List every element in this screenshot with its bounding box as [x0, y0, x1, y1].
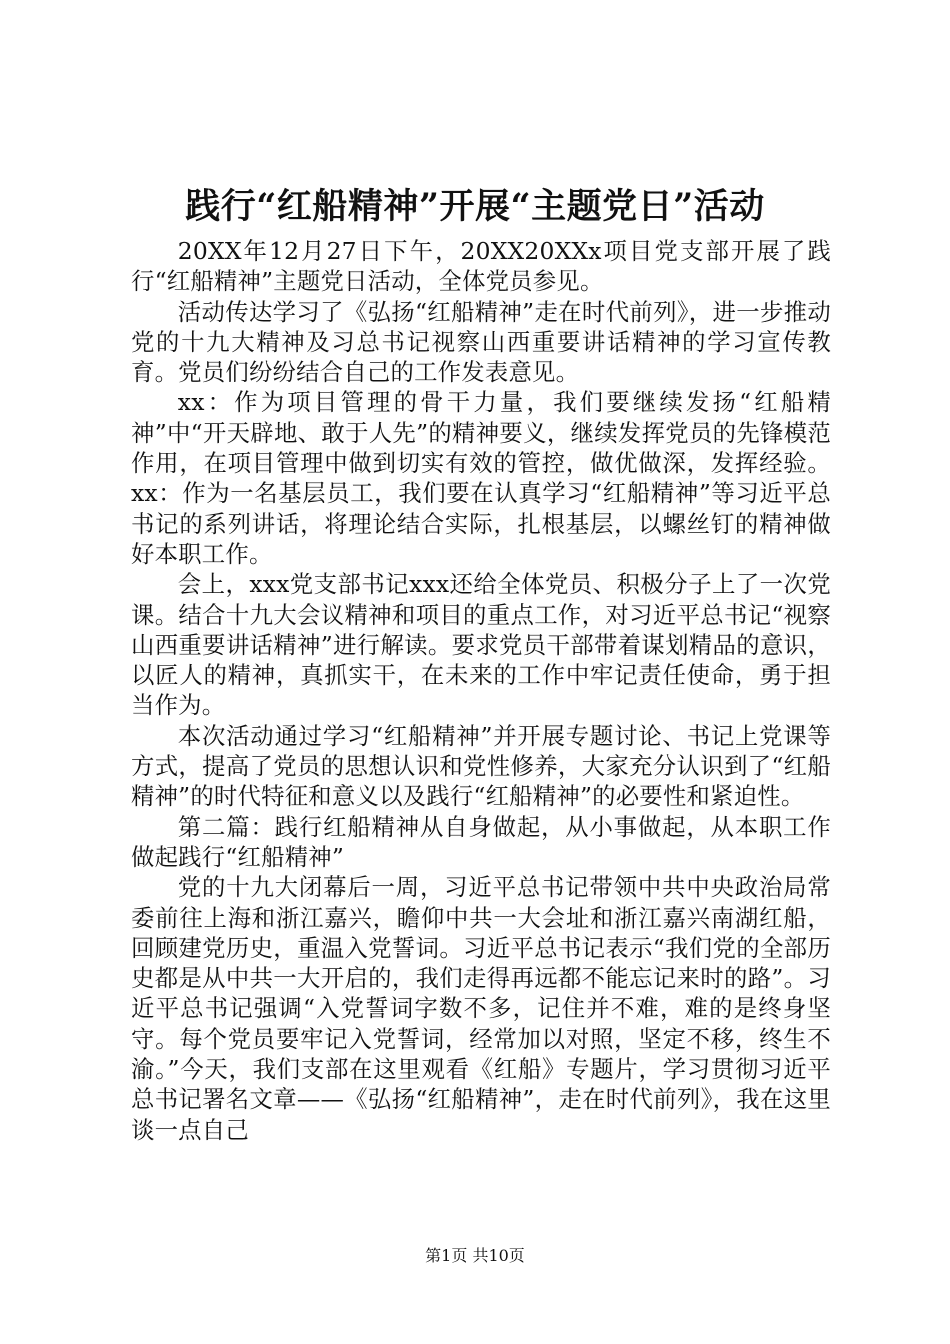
paragraph: 本次活动通过学习“红船精神”并开展专题讨论、书记上党课等方式，提高了党员的思想认识和党性修养，大家充分认识到了“红船精神”的时代特征和意义以及践行“红船精神”的必要性和紧迫性。	[131, 721, 831, 811]
paragraph: 党的十九大闭幕后一周，习近平总书记带领中共中央政治局常委前往上海和浙江嘉兴，瞻仰中共一大会址和浙江嘉兴南湖红船，回顾建党历史，重温入党誓词。习近平总书记表示“我们党的全部历史都是从中共一大开启的，我们走得再远都不能忘记来时的路”。习近平总书记强调“入党誓词字数不多，记住并不难，难的是终身坚守。每个党员要牢记入党誓词，经常加以对照，坚定不移，终生不渝。”今天，我们支部在这里观看《红船》专题片，学习贯彻习近平总书记署名文章——《弘扬“红船精神”，走在时代前列》，我在这里谈一点自己	[131, 873, 831, 1144]
document-body	[131, 236, 831, 1145]
paragraph: 20XX年12月27日下午，20XX20XXx项目党支部开展了践行“红船精神”主题党日活动，全体党员参见。	[131, 237, 831, 296]
section-heading: 第二篇：践行红船精神从自身做起，从小事做起，从本职工作做起践行“红船精神”	[131, 812, 831, 871]
paragraph: xx：作为项目管理的骨干力量，我们要继续发扬“红船精神”中“开天辟地、敢于人先”的精神要义，继续发挥党员的先锋模范作用，在项目管理中做到切实有效的管控，做优做深，发挥经验。xx：作为一名基层员工，我们要在认真学习“红船精神”等习近平总书记的系列讲话，将理论结合实际，扎根基层，以螺丝钉的精神做好本职工作。	[131, 388, 831, 568]
document-title: 践行“红船精神”开展“主题党日”活动	[185, 186, 765, 227]
paragraph: 会上，xxx党支部书记xxx还给全体党员、积极分子上了一次党课。结合十九大会议精神和项目的重点工作，对习近平总书记“视察山西重要讲话精神”进行解读。要求党员干部带着谋划精品的意识，以匠人的精神，真抓实干，在未来的工作中牢记责任使命，勇于担当作为。	[131, 570, 831, 720]
page-footer: 第1页 共10页	[425, 1246, 525, 1265]
paragraph: 活动传达学习了《弘扬“红船精神”走在时代前列》，进一步推动党的十九大精神及习总书记视察山西重要讲话精神的学习宣传教育。党员们纷纷结合自己的工作发表意见。	[131, 297, 831, 387]
